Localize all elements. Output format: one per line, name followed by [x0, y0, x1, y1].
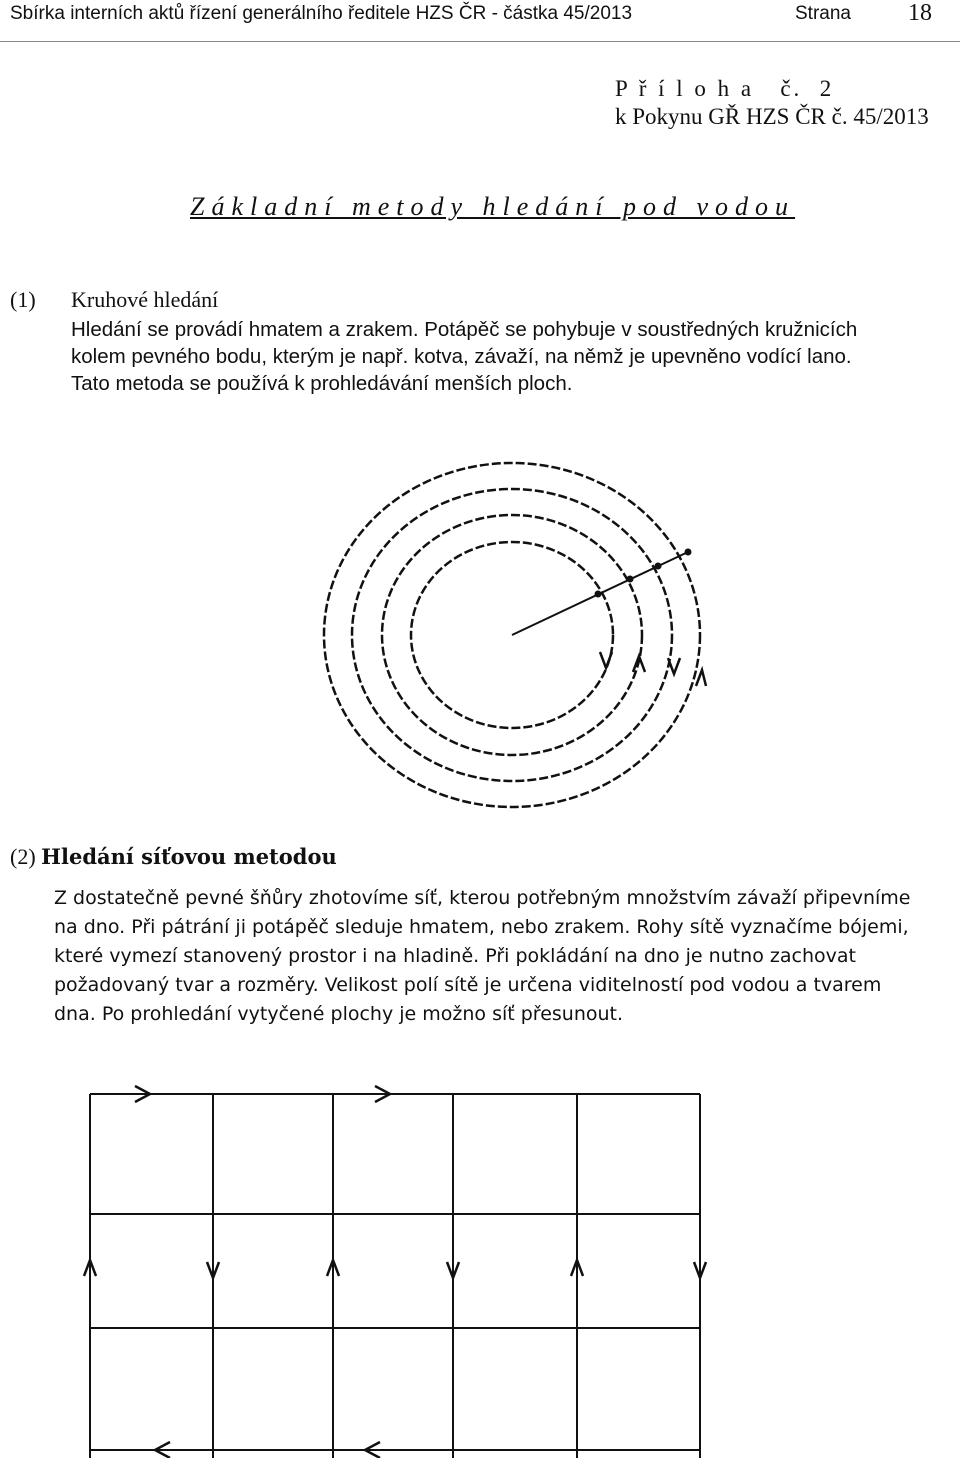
section1-line: Tato metoda se používá k prohledávání menších ploch.: [71, 372, 573, 395]
section2-line: na dno. Při pátrání ji potápěč sleduje hmatem, nebo zrakem. Rohy sítě vyznačíme bójemi,: [54, 916, 909, 938]
section2-line: dna. Po prohledání vytyčené plochy je možno síť přesunout.: [54, 1003, 624, 1025]
grid-search-diagram: [80, 1080, 720, 1458]
section2-header: [10, 844, 337, 870]
section1-number: (1): [10, 287, 36, 312]
section2-heading: Hledání síťovou metodou: [41, 844, 337, 869]
header-divider: [0, 41, 960, 42]
header-page-number: 18: [908, 0, 932, 26]
guide-line-knot: [655, 563, 662, 570]
direction-arrow-down: [600, 652, 612, 668]
guide-line-knot: [595, 591, 602, 598]
section1-body: [71, 316, 956, 397]
section1-heading: Kruhové hledání: [71, 287, 219, 312]
section1-line: kolem pevného bodu, kterým je např. kotva, závaží, na němž je upevněno vodící lano.: [71, 345, 852, 368]
direction-arrow-down: [668, 658, 680, 674]
section2-body: [54, 884, 954, 1029]
page-title: Základní metody hledání pod vodou: [190, 192, 796, 221]
section2-number: (2): [10, 844, 36, 869]
attachment-reference: k Pokynu GŘ HZS ČR č. 45/2013: [615, 104, 929, 129]
section2-line: které vymezí stanovený prostor i na hladině. Při pokládání na dno je nutno zachovat: [54, 945, 856, 967]
attachment-label: P ř í l o h a č. 2: [615, 76, 835, 101]
direction-arrow-up: [696, 670, 706, 686]
guide-line-knot: [627, 576, 634, 583]
header-page-label: Strana: [795, 3, 851, 24]
circular-search-diagram: [300, 440, 730, 820]
section2-line: požadovaný tvar a rozměry. Velikost polí sítě je určena viditelností pod vodou a tvarem: [54, 974, 882, 996]
section2-line: Z dostatečně pevné šňůry zhotovíme síť, kterou potřebným množstvím závaží připevníme: [54, 887, 911, 909]
header-collection-title: Sbírka interních aktů řízení generálního ředitele HZS ČR - částka 45/2013: [10, 3, 633, 24]
guide-line-knot: [685, 549, 692, 556]
section1-line: Hledání se provádí hmatem a zrakem. Potápěč se pohybuje v soustředných kružnicích: [71, 318, 858, 341]
